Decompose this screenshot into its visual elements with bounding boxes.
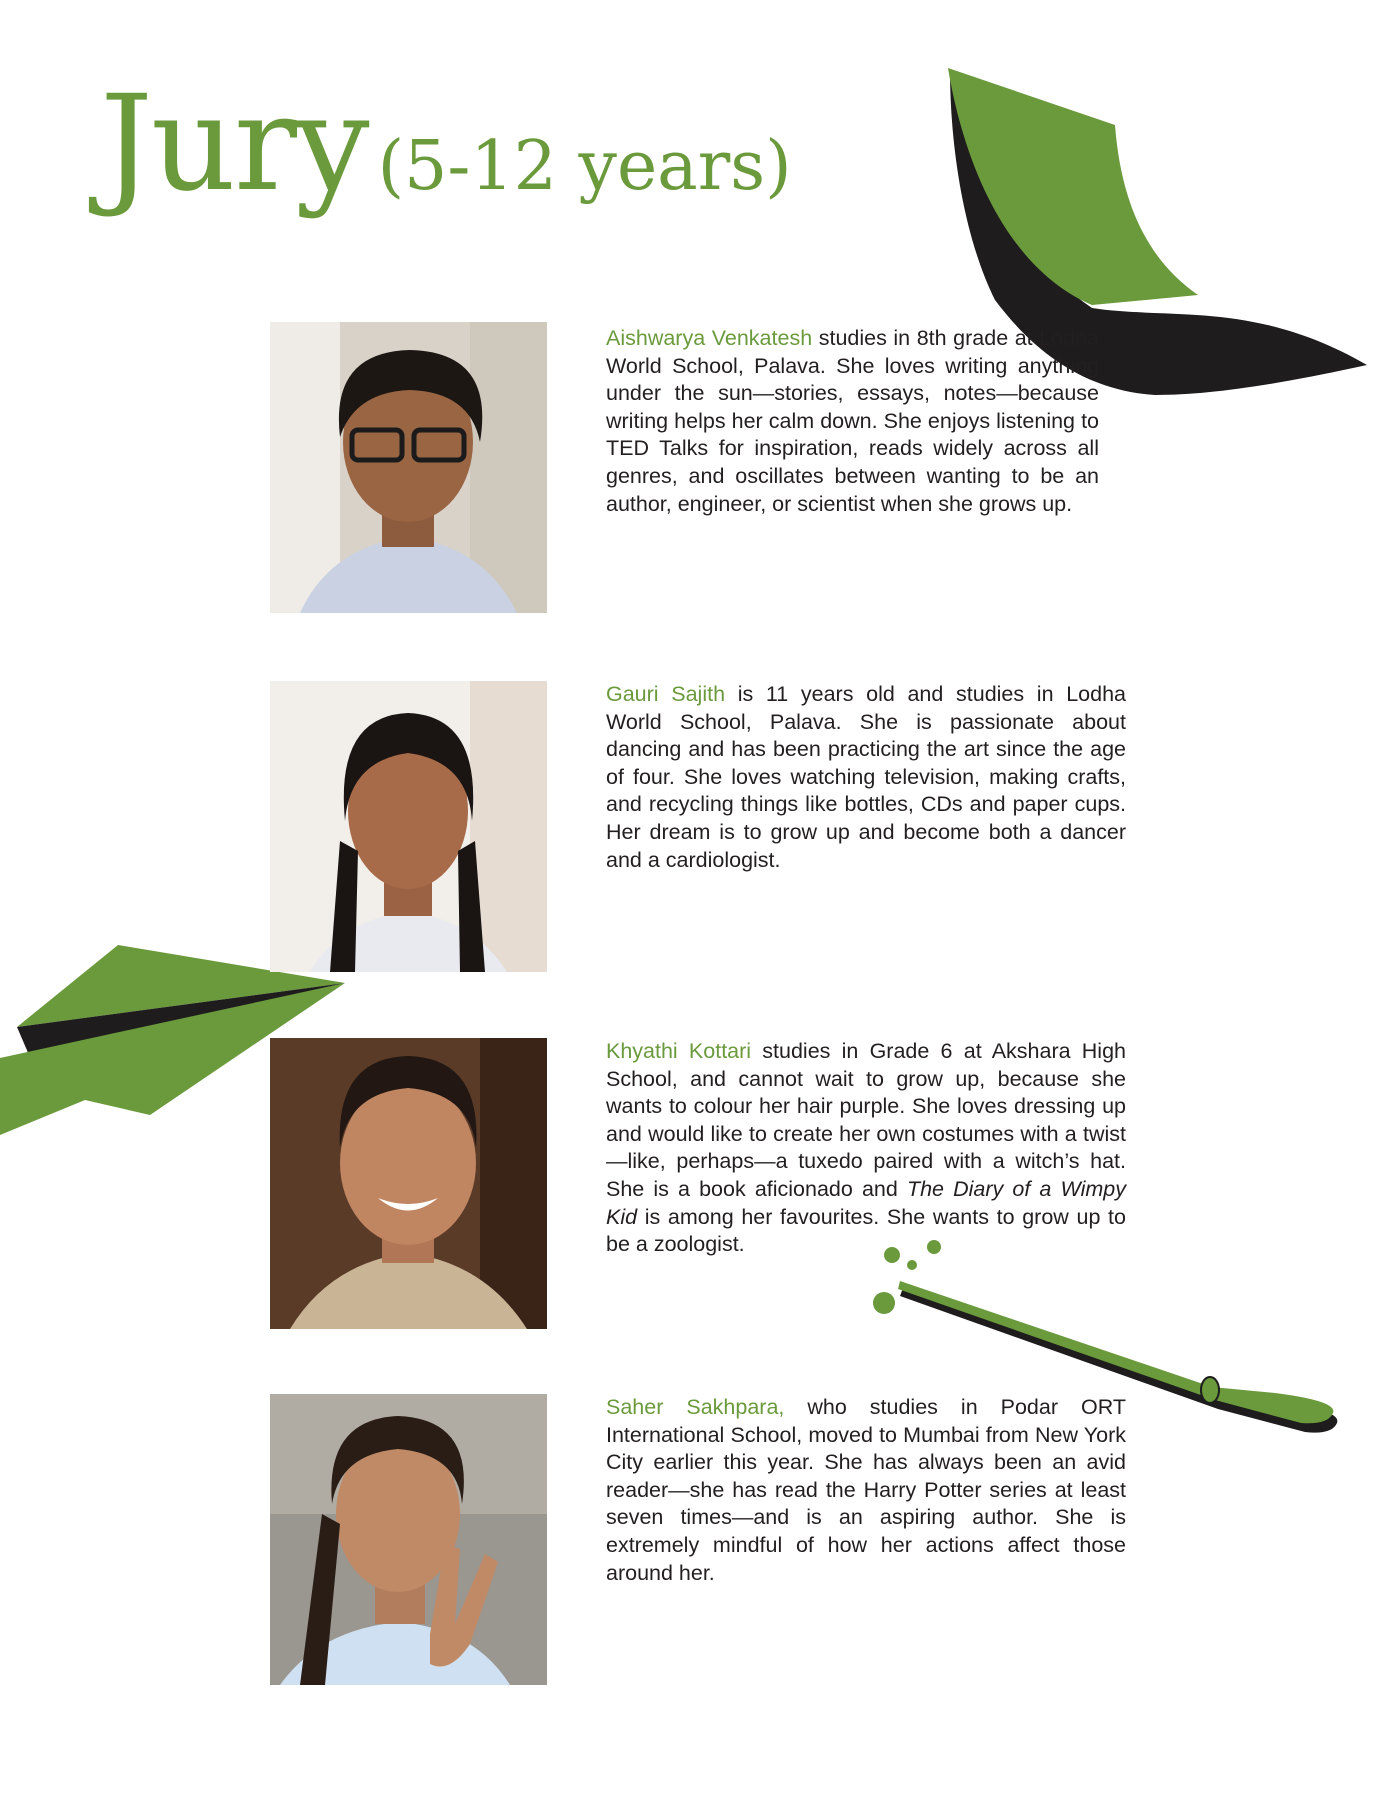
jury-name: Saher Sakhpara, [606,1395,785,1419]
jury-bio-gauri [606,681,1126,874]
jury-name: Aishwarya Venkatesh [606,326,813,350]
title-main: Jury [100,67,368,221]
portrait-saher-sakhpara [270,1394,547,1685]
jury-bio-khyathi [606,1038,1126,1259]
title-sub: (5-12 years) [377,127,792,206]
portrait-gauri-sajith [270,681,547,972]
jury-bio-saher [606,1394,1126,1587]
jury-bio-text: is 11 years old and studies in Lodha World School, Palava. She is passionate about dancing and has been practicing the art since the age of four. She loves watching television, making crafts, and recycling things like bottles, CDs and paper cups. Her dream is to grow up and become both a dancer and a cardiologist. [606,682,1126,872]
jury-bio-aishwarya [606,325,1099,518]
jury-name: Gauri Sajith [606,682,726,706]
portrait-khyathi-kottari [270,1038,547,1329]
jury-bio-text: who studies in Podar ORT International School, moved to Mumbai from New York City earlier this year. She has always been an avid reader—she has read the Harry Potter series at least seven times—and is an aspiring author. She is extremely mindful of how her actions affect those around her. [606,1395,1126,1585]
portrait-aishwarya-venkatesh [270,322,547,613]
jury-bio-text: studies in 8th grade at Lodha World School, Palava. She loves writing anything under the sun—stories, essays, notes—because writing helps her calm down. She enjoys listening to TED Talks for inspiration, reads widely across all genres, and oscillates between wanting to be an author, engineer, or scientist when she grows up. [606,326,1099,516]
jury-bio-text: is among her favourites. She wants to grow up to be a zoologist. [606,1204,1126,1257]
jury-name: Khyathi Kottari [606,1039,752,1063]
book-title: The Diary of a Wimpy Kid [606,1176,1126,1229]
jury-bio-text: studies in Grade 6 at Akshara High School, and cannot wait to grow up, because she wants to colour her hair purple. She loves dressing up and would like to create her own costumes with a twist—like, perhaps—a tuxedo paired with a witch’s hat. She is a book aficionado and [606,1039,1127,1201]
